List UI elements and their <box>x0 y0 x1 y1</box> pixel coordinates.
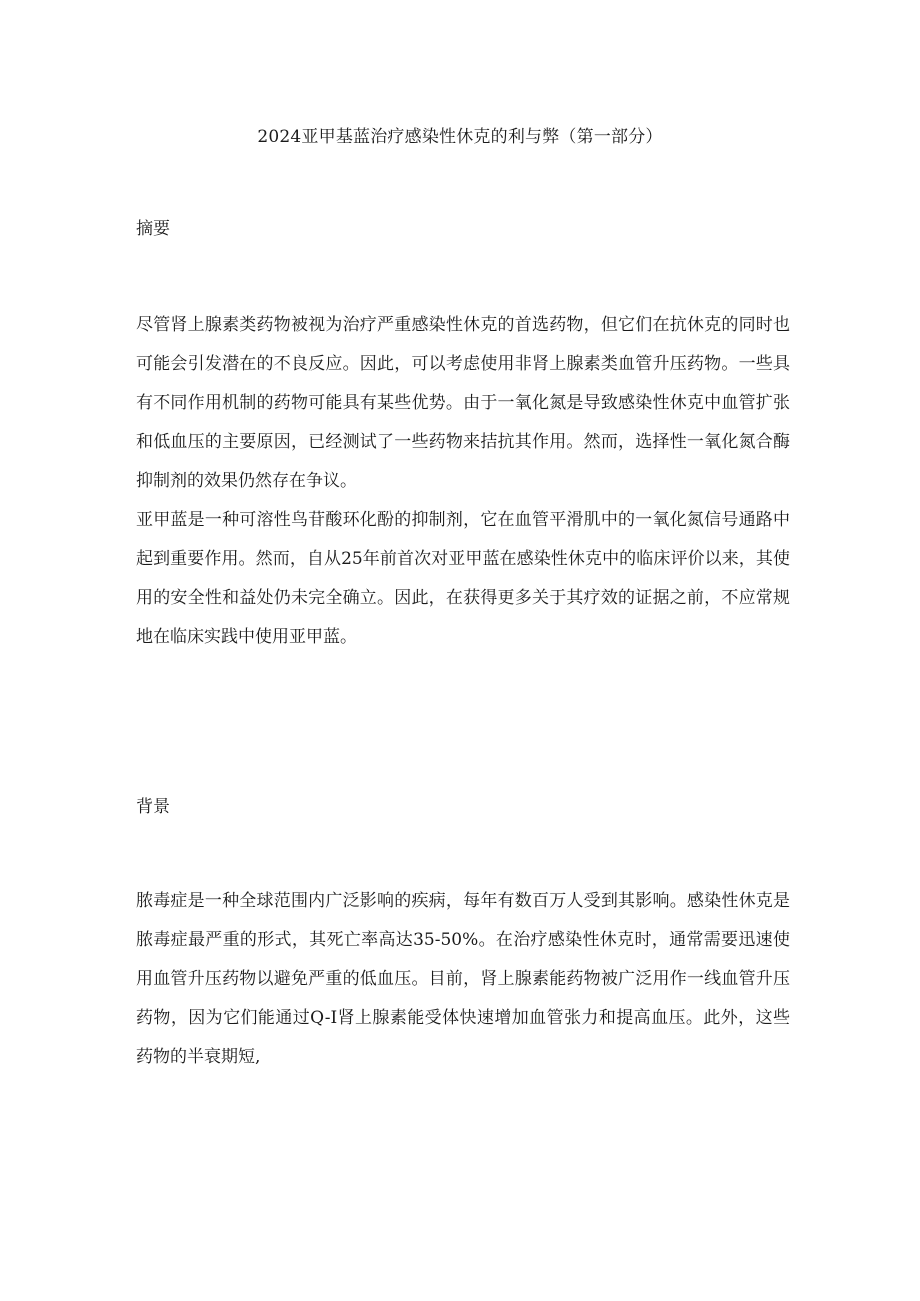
section-heading-background: 背景 <box>136 797 170 817</box>
section-heading-abstract: 摘要 <box>136 219 170 239</box>
section-body-abstract <box>136 306 790 657</box>
section-body-background <box>136 882 790 1077</box>
paragraph: 尽管肾上腺素类药物被视为治疗严重感染性休克的首选药物，但它们在抗休克的同时也可能会引发潜在的不良反应。因此，可以考虑使用非肾上腺素类血管升压药物。一些具有不同作用机制的药物可能具有某些优势。由于一氧化氮是导致感染性休克中血管扩张和低血压的主要原因，已经测试了一些药物来拮抗其作用。然而，选择性一氧化氮合酶抑制剂的效果仍然存在争议。 <box>136 315 790 491</box>
document-title: 2024亚甲基蓝治疗感染性休克的利与弊（第一部分） <box>257 127 663 147</box>
paragraph: 亚甲蓝是一种可溶性鸟苷酸环化酚的抑制剂，它在血管平滑肌中的一氧化氮信号通路中起到重要作用。然而，自从25年前首次对亚甲蓝在感染性休克中的临床评价以来，其使用的安全性和益处仍未完全确立。因此，在获得更多关于其疗效的证据之前，不应常规地在临床实践中使用亚甲蓝。 <box>136 510 790 647</box>
paragraph: 脓毒症是一种全球范围内广泛影响的疾病，每年有数百万人受到其影响。感染性休克是脓毒症最严重的形式，其死亡率高达35-50%。在治疗感染性休克时，通常需要迅速使用血管升压药物以避免严重的低血压。目前，肾上腺素能药物被广泛用作一线血管升压药物，因为它们能通过Q-I肾上腺素能受体快速增加血管张力和提高血压。此外，这些药物的半衰期短, <box>136 891 790 1067</box>
